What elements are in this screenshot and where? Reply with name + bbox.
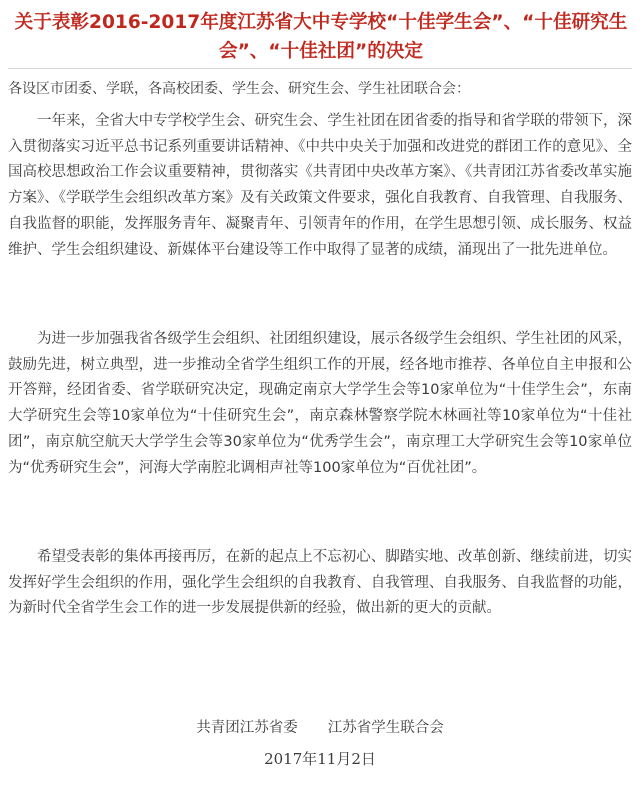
signature-org-student-federation: 江苏省学生联合会 [327,720,444,736]
paragraph-expectations: 希望受表彰的集体再接再厉，在新的起点上不忘初心、脚踏实地、改革创新、继续前进，切实发挥好学生会组织的作用，强化学生会组织的自我教育、自我管理、自我服务、自我监督的功能，为新时代全省学生会工作的进一步发展提供新的经验，做出新的更大的贡献。 [8,549,632,617]
salutation: 各设区市团委、学联，各高校团委、学生会、研究生会、学生社团联合会： [8,81,470,97]
paragraph-achievements: 一年来，全省大中专学校学生会、研究生会、学生社团在团省委的指导和省学联的带领下，深入贯彻落实习近平总书记系列重要讲话精神、《中共中央关于加强和改进党的群团工作的意见》、全国高校思想政治工作会议重要精神，贯彻落实《共青团中央改革方案》、《共青团江苏省委改革实施方案》、《学联学生会组织改革方案》及有关政策文件要求，强化自我教育、自我管理、自我服务、自我监督的职能，发挥服务青年、凝聚青年、引领青年的作用，在学生思想引领、成长服务、权益维护、学生会组织建设、新媒体平台建设等工作中取得了显著的成绩，涌现出了一批先进单位。 [8,113,632,258]
article-title: 关于表彰2016-2017年度江苏省大中专学校“十佳学生会”、“十佳研究生会”、“十佳社团”的决定 [14,12,628,62]
title-divider [8,68,632,69]
signature-date: 2017年11月2日 [264,750,376,768]
signature-organizations [0,717,640,739]
signature-org-youth-league: 共青团江苏省委 [196,720,298,736]
paragraph-decision: 为进一步加强我省各级学生会组织、社团组织建设，展示各级学生会组织、学生社团的风采，鼓励先进，树立典型，进一步推动全省学生组织工作的开展，经各地市推荐、各单位自主申报和公开答辩，经团省委、省学联研究决定，现确定南京大学学生会等10家单位为“十佳学生会”，东南大学研究生会等10家单位为“十佳研究生会”，南京森林警察学院木林画社等10家单位为“十佳社团”，南京航空航天大学学生会等30家单位为“优秀学生会”，南京理工大学研究生会等10家单位为“优秀研究生会”，河海大学南腔北调相声社等100家单位为“百优社团”。 [8,331,632,476]
